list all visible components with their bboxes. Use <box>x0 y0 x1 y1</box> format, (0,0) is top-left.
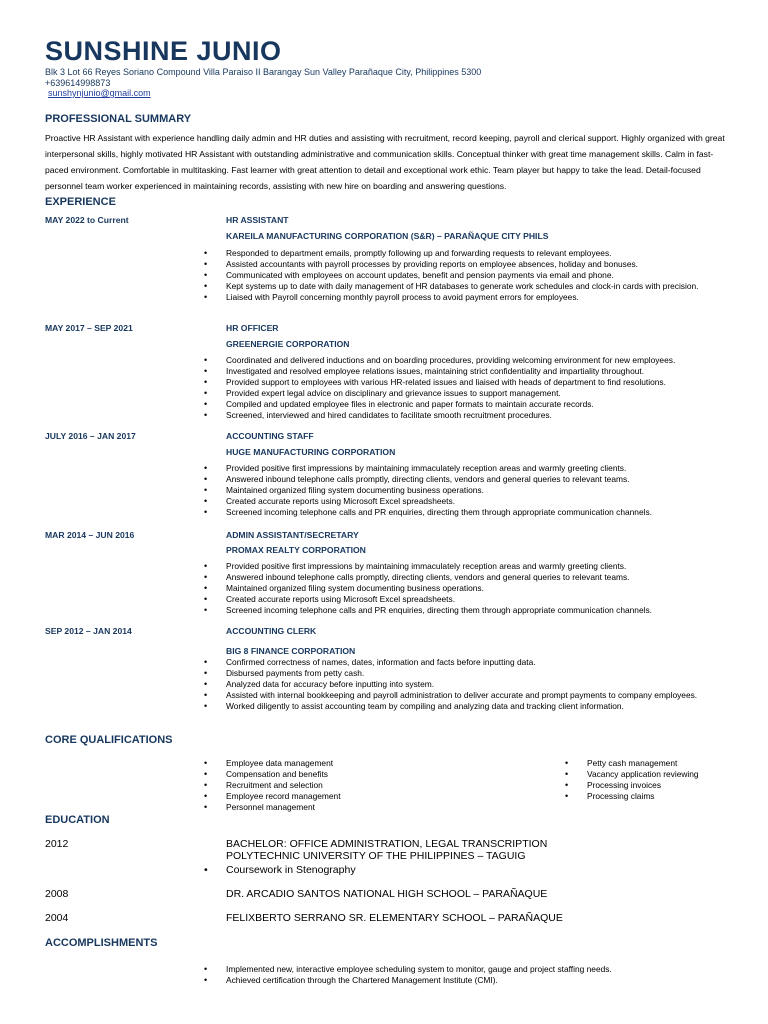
list-item: • Created accurate reports using Microsoft Excel spreadsheets. <box>204 594 724 605</box>
list-item: • Screened, interviewed and hired candidates to facilitate smooth recruitment procedures. <box>204 410 724 421</box>
education-school: DR. ARCADIO SANTOS NATIONAL HIGH SCHOOL – PARAÑAQUE <box>226 888 548 900</box>
qualifications-list-right <box>565 758 735 802</box>
job-org: KAREILA MANUFACTURING CORPORATION (S&R) – PARAÑAQUE CITY PHILS <box>226 231 549 241</box>
job-role: HR ASSISTANT <box>226 215 289 225</box>
list-item: • Employee record management <box>204 791 504 802</box>
list-item: • Provided positive first impressions by maintaining immaculately reception areas and warmly greeting clients. <box>204 463 724 474</box>
job-bullets <box>204 355 724 421</box>
job-org: BIG 8 FINANCE CORPORATION <box>226 646 356 656</box>
job-role: ADMIN ASSISTANT/SECRETARY <box>226 530 359 540</box>
job-org: HUGE MANUFACTURING CORPORATION <box>226 447 396 457</box>
summary-heading: PROFESSIONAL SUMMARY <box>45 113 192 125</box>
education-school: POLYTECHNIC UNIVERSITY OF THE PHILIPPINES – TAGUIG <box>226 850 526 862</box>
list-item: • Personnel management <box>204 802 504 813</box>
job-date: MAR 2014 – JUN 2016 <box>45 530 135 540</box>
job-role: HR OFFICER <box>226 323 279 333</box>
list-item: • Answered inbound telephone calls promptly, directing clients, vendors and general queries to relevant teams. <box>204 572 724 583</box>
list-item: • Answered inbound telephone calls promptly, directing clients, vendors and general queries to relevant teams. <box>204 474 724 485</box>
list-item: • Confirmed correctness of names, dates, information and facts before inputting data. <box>204 657 724 668</box>
summary-text: Proactive HR Assistant with experience handling daily admin and HR duties and assisting with recruitment, record keeping, payroll and clerical support. Highly organized with great interpersonal skills, highly motivated HR Assistant with outstanding administrative and communication skills. Conceptual thinker with great time management skills. Calm in fast-paced environment. Comfortable in multitasking. Fast learner with great attention to detail and exceptional work ethic. Team player but happy to take the lead. Detail-focused personnel team worker experienced in maintaining records, assisting with new hire on boarding and answering questions. <box>45 133 725 192</box>
education-heading: EDUCATION <box>45 814 110 826</box>
list-item: • Compiled and updated employee files in electronic and paper formats to maintain accurate records. <box>204 399 724 410</box>
address: Blk 3 Lot 66 Reyes Soriano Compound Villa Paraiso II Barangay Sun Valley Parañaque City, Philippines 5300 <box>45 67 482 77</box>
list-item: • Worked diligently to assist accounting team by compiling and analyzing data and tracking client information. <box>204 701 724 712</box>
list-item: • Maintained organized filing system documenting business operations. <box>204 583 724 594</box>
job-date: SEP 2012 – JAN 2014 <box>45 626 132 636</box>
education-bullets <box>204 864 356 876</box>
list-item: • Compensation and benefits <box>204 769 504 780</box>
list-item: • Assisted with internal bookkeeping and payroll administration to deliver accurate and prompt payments to company employees. <box>204 690 724 701</box>
education-school: FELIXBERTO SERRANO SR. ELEMENTARY SCHOOL – PARAÑAQUE <box>226 912 563 924</box>
list-item: • Screened incoming telephone calls and PR enquiries, directing them through appropriate communication channels. <box>204 605 724 616</box>
list-item: • Created accurate reports using Microsoft Excel spreadsheets. <box>204 496 724 507</box>
job-bullets <box>204 561 724 616</box>
job-role: ACCOUNTING STAFF <box>226 431 314 441</box>
list-item: • Investigated and resolved employee relations issues, maintaining strict confidentiality and impartiality throughout. <box>204 366 724 377</box>
list-item: • Processing claims <box>565 791 735 802</box>
list-item: • Kept systems up to date with daily management of HR databases to generate work schedules and clock-in cards with precision. <box>204 281 724 292</box>
list-item: • Provided expert legal advice on disciplinary and grievance issues to support management. <box>204 388 724 399</box>
list-item: • Provided positive first impressions by maintaining immaculately reception areas and warmly greeting clients. <box>204 561 724 572</box>
job-date: JULY 2016 – JAN 2017 <box>45 431 136 441</box>
email-link[interactable]: sunshynjunio@gmail.com <box>48 88 151 98</box>
list-item: • Achieved certification through the Chartered Management Institute (CMI). <box>204 975 724 986</box>
job-bullets <box>204 657 724 712</box>
list-item: • Petty cash management <box>565 758 735 769</box>
accomplishments-list <box>204 964 724 986</box>
education-year: 2008 <box>45 888 69 900</box>
experience-heading: EXPERIENCE <box>45 196 116 208</box>
list-item: • Coordinated and delivered inductions and on boarding procedures, providing welcoming environment for new employees. <box>204 355 724 366</box>
list-item: • Screened incoming telephone calls and PR enquiries, directing them through appropriate communication channels. <box>204 507 724 518</box>
education-year: 2012 <box>45 838 69 850</box>
list-item: • Liaised with Payroll concerning monthly payroll process to avoid payment errors for employees. <box>204 292 724 303</box>
list-item: • Processing invoices <box>565 780 735 791</box>
education-year: 2004 <box>45 912 69 924</box>
accomplishments-heading: ACCOMPLISHMENTS <box>45 937 158 949</box>
list-item: • Employee data management <box>204 758 504 769</box>
list-item: • Assisted accountants with payroll processes by providing reports on employee absences, holiday and bonuses. <box>204 259 724 270</box>
list-item: • Responded to department emails, promptly following up and forwarding requests to relevant employees. <box>204 248 724 259</box>
job-bullets <box>204 463 724 518</box>
job-date: MAY 2017 – SEP 2021 <box>45 323 133 333</box>
job-bullets <box>204 248 724 303</box>
education-degree: BACHELOR: OFFICE ADMINISTRATION, LEGAL TRANSCRIPTION <box>226 838 548 850</box>
candidate-name: SUNSHINE JUNIO <box>45 36 282 66</box>
list-item: • Communicated with employees on account updates, benefit and pension payments via email and phone. <box>204 270 724 281</box>
list-item: • Coursework in Stenography <box>204 864 356 876</box>
job-org: GREENERGIE CORPORATION <box>226 339 350 349</box>
job-date: MAY 2022 to Current <box>45 215 129 225</box>
list-item: • Disbursed payments from petty cash. <box>204 668 724 679</box>
qualifications-heading: CORE QUALIFICATIONS <box>45 734 173 746</box>
list-item: • Provided support to employees with various HR-related issues and liaised with heads of department to find resolutions. <box>204 377 724 388</box>
list-item: • Analyzed data for accuracy before inputting into system. <box>204 679 724 690</box>
phone: +639614998873 <box>45 78 111 88</box>
job-org: PROMAX REALTY CORPORATION <box>226 545 366 555</box>
list-item: • Maintained organized filing system documenting business operations. <box>204 485 724 496</box>
list-item: • Implemented new, interactive employee scheduling system to monitor, gauge and project staffing needs. <box>204 964 724 975</box>
list-item: • Vacancy application reviewing <box>565 769 735 780</box>
list-item: • Recruitment and selection <box>204 780 504 791</box>
qualifications-list-left <box>204 758 504 813</box>
job-role: ACCOUNTING CLERK <box>226 626 317 636</box>
